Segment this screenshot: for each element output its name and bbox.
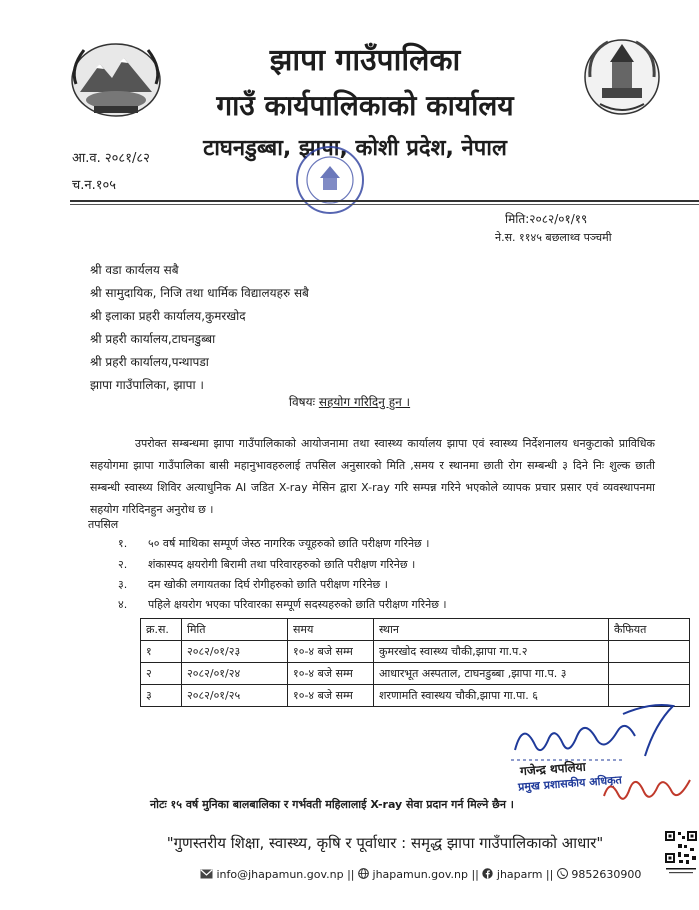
- office-stamp-icon: [293, 140, 367, 220]
- header-rule: [70, 200, 699, 202]
- facebook-contact: [482, 868, 542, 881]
- column-header: समय: [288, 619, 374, 641]
- table-cell: कुमरखोद स्वास्थ्य चौकी,झापा गा.प.२: [374, 641, 609, 663]
- municipality-logo-icon: [582, 32, 662, 122]
- website-link[interactable]: jhapamun.gov.np: [372, 868, 468, 881]
- list-item-text: दम खोकी लगायतका दिर्घ रोगीहरुको छाति परीक्षण गरिनेछ ।: [148, 578, 388, 591]
- email-link[interactable]: info@jhapamun.gov.np: [216, 868, 344, 881]
- table-cell: शरणामति स्वास्थय चौकी,झापा गा.पा. ६: [374, 685, 609, 707]
- office-name: गाउँ कार्यपालिकाको कार्यालय: [216, 89, 514, 122]
- table-cell: [609, 641, 690, 663]
- letter-date: मिति:२०८२/०१/१९: [505, 212, 588, 226]
- facebook-link[interactable]: jhaparm: [496, 868, 543, 881]
- signatory-title: प्रमुख प्रशासकीय अधिकृत: [517, 773, 623, 794]
- list-item-text: पहिले क्षयरोग भएका परिवारका सम्पूर्ण सदस्यहरुको छाति परीक्षण गरिनेछ ।: [148, 598, 447, 611]
- signatory-name: गजेन्द्र थपलिया: [519, 759, 587, 779]
- contact-bar: info@jhapamun.gov.np || jhapamun.gov.np || jhaparm || 9852630900: [200, 868, 670, 881]
- signature-icon: [505, 700, 685, 770]
- recipient-line: श्री सामुदायिक, निजि तथा धार्मिक विद्यालयहरु सबै: [90, 286, 309, 300]
- list-item-number: ३.: [118, 578, 128, 591]
- list-item-number: १.: [118, 537, 128, 550]
- table-cell: २: [141, 663, 182, 685]
- table-cell: १: [141, 641, 182, 663]
- column-header: स्थान: [374, 619, 609, 641]
- list-item: [118, 557, 415, 572]
- dispatch-number: च.न.१०५: [72, 178, 117, 193]
- list-item-number: २.: [118, 558, 128, 571]
- phone-icon: [557, 868, 568, 879]
- note-text: नोटः १५ वर्ष मुनिका बालबालिका र गर्भवती महिलालाई X-ray सेवा प्रदान गर्न मिल्ने छैन ।: [150, 798, 514, 811]
- schedule-table: [140, 618, 690, 707]
- phone-contact: [557, 868, 642, 881]
- column-header: मिति: [182, 619, 288, 641]
- email-contact: [200, 868, 344, 881]
- phone-link[interactable]: 9852630900: [571, 868, 642, 881]
- column-header: क्र.स.: [141, 619, 182, 641]
- recipient-line: झापा गाउँपालिका, झापा ।: [90, 378, 204, 392]
- subject-line: [0, 393, 699, 410]
- qr-code-icon[interactable]: [664, 830, 698, 880]
- nepal-sambat-date: ने.स. ११४५ बछलाथ्व पञ्चमी: [495, 231, 612, 244]
- list-item-text: शंकास्पद क्षयरोगी बिरामी तथा परिवारहरुको छाति परीक्षण गरिनेछ ।: [148, 558, 416, 571]
- list-item-text: ५० वर्ष माथिका सम्पूर्ण जेस्ठ नागरिक ज्यूहरुको छाति परीक्षण गरिनेछ ।: [148, 537, 430, 550]
- table-cell: ३: [141, 685, 182, 707]
- list-item-number: ४.: [118, 598, 128, 611]
- table-row: [141, 641, 690, 663]
- table-row: [141, 663, 690, 685]
- table-cell: २०८२/०१/२४: [182, 663, 288, 685]
- fiscal-year: आ.व. २०८१/८२: [72, 151, 150, 166]
- table-cell: आधारभूत अस्पताल, टाघनडुब्बा ,झापा गा.प. ३: [374, 663, 609, 685]
- slogan: "गुणस्तरीय शिक्षा, स्वास्थ्य, कृषि र पूर्वाधार : समृद्ध झापा गाउँपालिकाको आधार": [166, 834, 604, 852]
- table-cell: [609, 663, 690, 685]
- recipient-line: श्री प्रहरी कार्यालय,टाघनडुब्बा: [90, 332, 216, 346]
- recipient-line: श्री वडा कार्यलय सबै: [90, 263, 179, 277]
- list-item: [118, 577, 388, 592]
- table-cell: १०-४ बजे सम्म: [288, 641, 374, 663]
- website-contact: [358, 868, 468, 881]
- recipient-line: श्री इलाका प्रहरी कार्यालय,कुमरखोद: [90, 309, 246, 323]
- subject-label: विषयः: [288, 395, 316, 409]
- subject-text: सहयोग गरिदिनु हुन ।: [318, 395, 411, 409]
- column-header: कैफियत: [609, 619, 690, 641]
- table-cell: १०-४ बजे सम्म: [288, 663, 374, 685]
- facebook-icon: [482, 868, 493, 879]
- table-cell: १०-४ बजे सम्म: [288, 685, 374, 707]
- municipality-name: झापा गाउँपालिका: [269, 43, 461, 78]
- body-paragraph: उपरोक्त सम्बन्धमा झापा गाउँपालिकाको आयोजनामा तथा स्वास्थ्य कार्यालय झापा एवं स्वास्थ्य निर्देशनालय धनकुटाको प्राविधिक सहयोगमा झापा गाउँपालिका बासी महानुभावहरुलाई तपसिल अनुसारको मिति ,समय र स्थानमा छाती रोग सम्बन्धी ३ दिने निः शुल्क छाती सम्बन्धी स्वास्थ्य शिविर अत्याधुनिक AI जडित X-ray मेसिन द्वारा X-ray गरि सम्पन्न गरिने भएकोले व्यापक प्रचार प्रसार एवं व्यवस्थापनमा सहयोग गरिदिनहुन अनुरोध छ ।: [90, 437, 655, 516]
- table-cell: २०८२/०१/२५: [182, 685, 288, 707]
- details-label: तपसिल: [88, 518, 119, 531]
- table-header-row: [141, 619, 690, 641]
- header-rule-thin: [70, 204, 699, 205]
- nepal-emblem-icon: [66, 40, 166, 120]
- mail-icon: [200, 869, 213, 879]
- list-item: [118, 536, 429, 551]
- globe-icon: [358, 868, 369, 879]
- office-address: टाघनडुब्बा, झापा, कोशी प्रदेश, नेपाल: [203, 136, 507, 161]
- list-item: [118, 597, 447, 612]
- table-cell: २०८२/०१/२३: [182, 641, 288, 663]
- recipient-line: श्री प्रहरी कार्यालय,पन्थापडा: [90, 355, 209, 369]
